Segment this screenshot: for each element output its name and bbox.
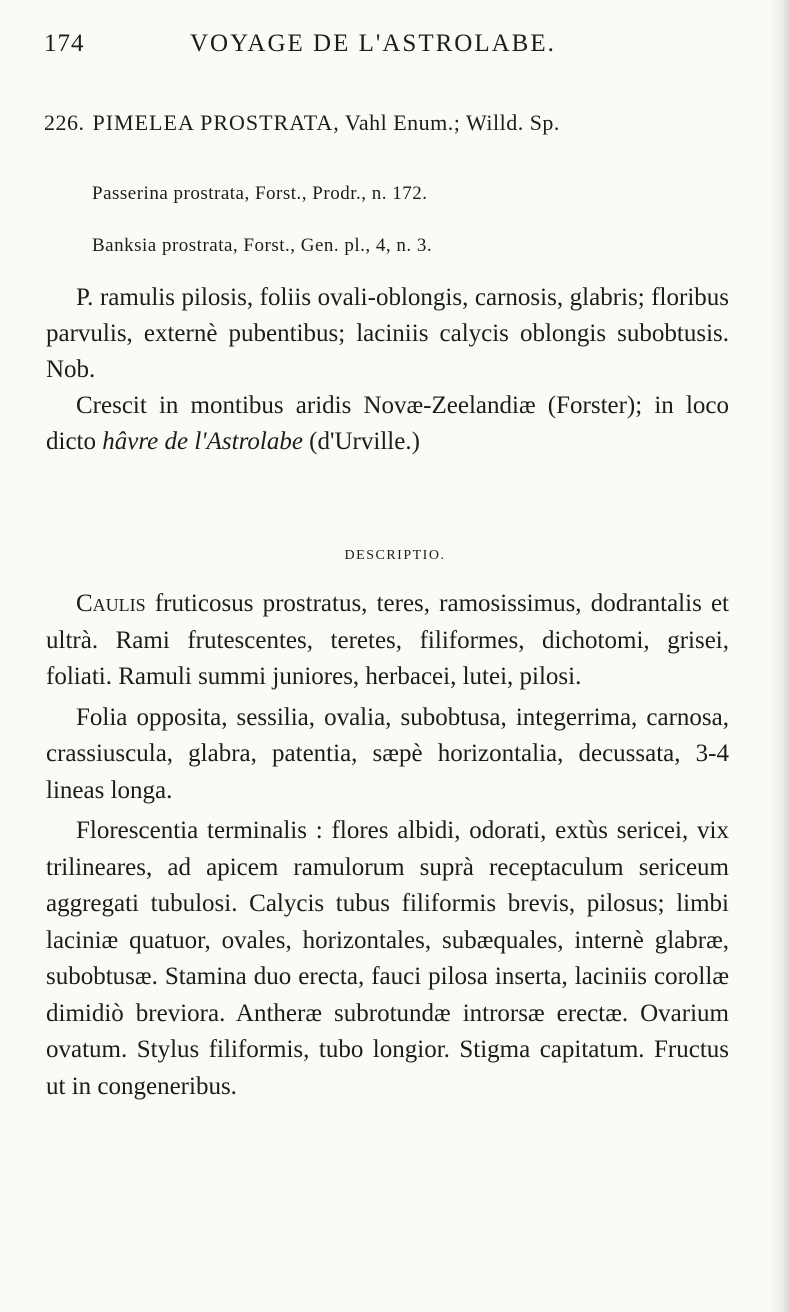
synonym-list xyxy=(92,168,732,272)
caulis-paragraph xyxy=(46,586,729,696)
synonym-line: Banksia prostrata, Forst., Gen. pl., 4, n. 3. xyxy=(92,235,433,256)
species-name: PIMELEA PROSTRATA xyxy=(92,110,334,135)
habitat-text: Crescit in montibus aridis Novæ-Zeelandiæ (Forster); in loco dicto xyxy=(46,392,729,455)
page-number: 174 xyxy=(44,30,85,57)
folia-paragraph: Folia opposita, sessilia, ovalia, subobtusa, integerrima, carnosa, crassiuscula, glabra, patentia, sæpè horizontalia, decussata, 3-4 lineas longa. xyxy=(46,703,729,804)
florescentia-paragraph: Florescentia terminalis : flores albidi, odorati, extùs sericei, vix trilineares, ad apicem ramulorum suprà receptaculum sericeum aggregati tubulosi. Calycis tubus filiformis brevis, pilosus; limbi laciniæ quatuor, ovales, horizontales, subæquales, internè glabræ, subobtusæ. Stamina duo erecta, fauci pilosa inserta, laciniis corollæ dimidiò breviora. Antheræ subrotundæ introrsæ erectæ. Ovarium ovatum. Stylus filiformis, tubo longior. Stigma capitatum. Fructus ut in congeneribus. xyxy=(46,817,729,1100)
diagnosis-paragraph: P. ramulis pilosis, foliis ovali-oblongis, carnosis, glabris; floribus parvulis, externè pubentibus; laciniis calycis oblongis subobtusis. Nob. xyxy=(46,284,729,383)
caulis-lead-word: Caulis xyxy=(76,590,146,617)
synonym-line: Passerina prostrata, Forst., Prodr., n. 172. xyxy=(92,183,428,204)
section-title: DESCRIPTIO. xyxy=(344,548,446,563)
species-authority: , Vahl Enum.; Willd. Sp. xyxy=(333,110,560,135)
habitat-collector: (d'Urville.) xyxy=(302,428,420,455)
habitat-paragraph xyxy=(46,388,729,460)
entry-number: 226. xyxy=(44,110,85,135)
habitat-locality: hâvre de l'Astrolabe xyxy=(102,428,303,455)
diagnosis-block xyxy=(46,280,729,460)
description-block xyxy=(46,586,729,1105)
species-entry-heading xyxy=(44,110,724,136)
running-title: VOYAGE DE L'ASTROLABE. xyxy=(190,30,556,57)
page-edge-shadow xyxy=(770,0,790,1312)
page-header xyxy=(44,30,744,70)
caulis-text: fruticosus prostratus, teres, ramosissimus, dodrantalis et ultrà. Rami frutescentes, teretes, filiformes, dichotomi, grisei, foliati. Ramuli summi juniores, herbacei, lutei, pilosi. xyxy=(46,590,729,690)
